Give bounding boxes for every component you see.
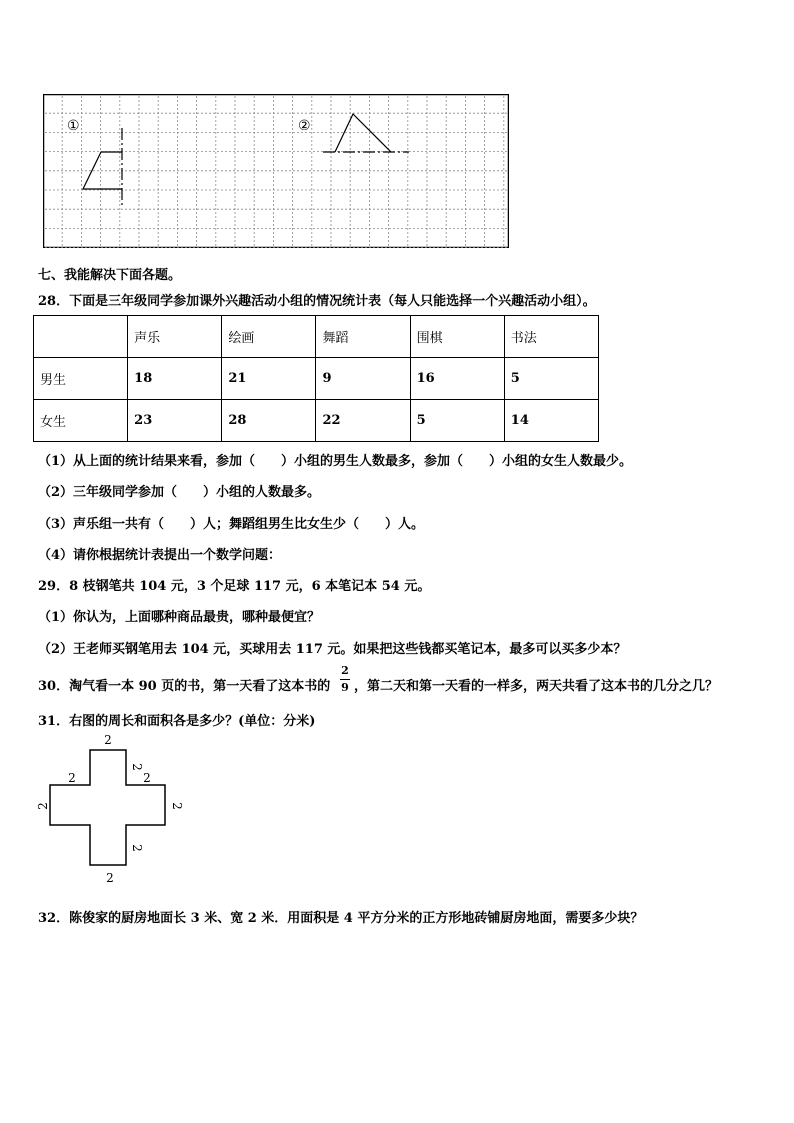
q30-text-after: ，第二天和第一天看的一样多，两天共看了这本书的几分之几？	[354, 679, 719, 694]
table-header-cell: 围棋	[410, 316, 504, 358]
table-cell: 23	[128, 400, 222, 442]
table-row	[34, 358, 599, 400]
table-cell: 28	[222, 400, 316, 442]
q28-text: 28．下面是三年级同学参加课外兴趣活动小组的情况统计表（每人只能选择一个兴趣活动小组）。	[38, 294, 596, 309]
q28-sub4: （4）请你根据统计表提出一个数学问题：	[38, 548, 282, 563]
table-header-row	[34, 316, 599, 358]
table-cell: 22	[316, 400, 410, 442]
dim-right-side: 2	[170, 802, 184, 810]
q29-text: 29．8 枝钢笔共 104 元，3 个足球 117 元，6 本笔记本 54 元。	[38, 579, 431, 594]
table-cell: 5	[410, 400, 504, 442]
q30-fraction-denominator: 9	[341, 681, 349, 694]
q29-sub2: （2）王老师买钢笔用去 104 元，买球用去 117 元。如果把这些钱都买笔记本，最多可以买多少本？	[38, 642, 627, 657]
figure-2-label: ②	[298, 118, 311, 134]
q29-sub1: （1）你认为，上面哪种商品最贵，哪种最便宜？	[38, 610, 321, 625]
table-header-cell: 绘画	[222, 316, 316, 358]
figure-2-shape	[335, 114, 391, 152]
table-row	[34, 400, 599, 442]
row-label: 女生	[34, 400, 128, 442]
stats-table	[33, 315, 599, 442]
dim-left-side: 2	[36, 802, 50, 810]
table-cell: 14	[504, 400, 598, 442]
table-header-cell: 声乐	[128, 316, 222, 358]
q30-fraction-bar	[340, 679, 350, 680]
table-header-cell: 书法	[504, 316, 598, 358]
table-cell: 21	[222, 358, 316, 400]
dim-top: 2	[104, 733, 112, 747]
figure-1-label: ①	[67, 118, 80, 134]
dim-left-arm-top: 2	[68, 771, 76, 785]
table-cell: 9	[316, 358, 410, 400]
dim-right-arm-top: 2	[143, 771, 151, 785]
table-header-cell: 舞蹈	[316, 316, 410, 358]
cross-figure	[35, 730, 185, 890]
row-label: 男生	[34, 358, 128, 400]
cross-shape	[50, 750, 165, 865]
q32-text: 32．陈俊家的厨房地面长 3 米、宽 2 米．用面积是 4 平方分米的正方形地砖铺厨房地面，需要多少块？	[38, 911, 644, 926]
q28-sub2: （2）三年级同学参加（ ）小组的人数最多。	[38, 485, 321, 500]
q30-fraction-numerator: 2	[341, 664, 349, 677]
q28-sub1: （1）从上面的统计结果来看，参加（ ）小组的男生人数最多，参加（ ）小组的女生人数最少。	[38, 454, 633, 469]
table-header-cell	[34, 316, 128, 358]
q30-text-before: 30．淘气看一本 90 页的书，第一天看了这本书的	[38, 679, 331, 694]
dim-bottom: 2	[106, 871, 114, 885]
grid-lines	[45, 96, 507, 248]
table-cell: 18	[128, 358, 222, 400]
section-7-heading: 七、我能解决下面各题。	[38, 268, 182, 283]
table-cell: 16	[410, 358, 504, 400]
table-cell: 5	[504, 358, 598, 400]
dim-upper-right-vert: 2	[130, 763, 144, 771]
q28-sub3: （3）声乐组一共有（ ）人；舞蹈组男生比女生少（ ）人。	[38, 517, 425, 532]
dim-lower-right-vert: 2	[130, 844, 144, 852]
q31-text: 31．右图的周长和面积各是多少？(单位：分米)	[38, 714, 316, 729]
grid-figure	[43, 94, 509, 248]
